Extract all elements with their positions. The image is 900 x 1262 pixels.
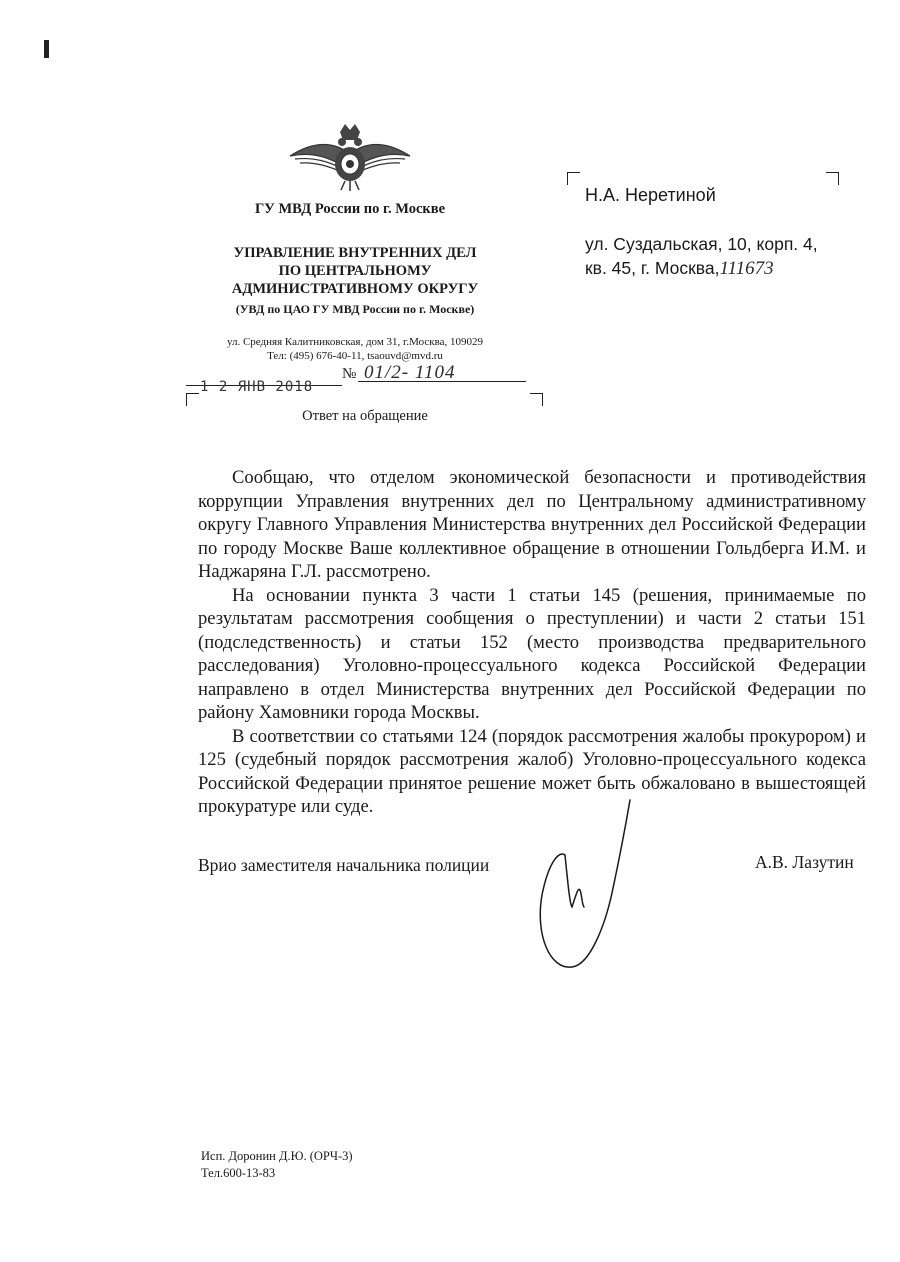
department-name (205, 244, 505, 298)
handwritten-zip: 111673 (719, 258, 774, 279)
scan-edge-mark (44, 40, 49, 58)
address-line: ул. Средняя Калитниковская, дом 31, г.Москва, 109029 (226, 336, 484, 348)
letter-body (198, 466, 866, 819)
corner-mark (826, 172, 839, 185)
sender-address (195, 335, 515, 363)
recipient-address (585, 232, 818, 281)
executor-info (201, 1148, 353, 1182)
department-line: АДМИНИСТРАТИВНОМУ ОКРУГУ (231, 281, 479, 297)
recipient-address-line: ул. Суздальская, 10, корп. 4, (585, 234, 818, 254)
contact-line: Тел: (495) 676-40-11, tsaouvd@mvd.ru (267, 350, 443, 362)
department-line: ПО ЦЕНТРАЛЬНОМУ (278, 263, 432, 279)
department-short-name: (УВД по ЦАО ГУ МВД России по г. Москве) (235, 302, 475, 316)
letter-subject: Ответ на обращение (302, 408, 428, 424)
corner-mark (186, 393, 199, 406)
signatory-name: А.В. Лазутин (755, 852, 854, 872)
handwritten-signature (520, 795, 660, 985)
executor-name: Исп. Доронин Д.Ю. (ОРЧ-3) (201, 1149, 353, 1163)
registration-number-label: № (342, 366, 357, 382)
registration-date-stamp: 1 2 ЯНВ 2018 (200, 379, 314, 395)
signatory-title: Врио заместителя начальника полиции (198, 855, 490, 875)
corner-mark (530, 393, 543, 406)
emblem-icon (285, 112, 415, 192)
body-paragraph: В соответствии со статьями 124 (порядок рассмотрения жалобы прокурором) и 125 (судебный порядок рассмотрения жалоб) Уголовно-процессуального кодекса Российской Федерации принятое решение может быть обжаловано в вышестоящей прокуратуре или суде. (198, 725, 866, 817)
body-paragraph: На основании пункта 3 части 1 статьи 145 (решения, принимаемые по результатам рассмотрения сообщения о преступлении) и части 2 статьи 151 (подследственность) и статьи 152 (место производства предварительного расследования) Уголовно-процессуального кодекса Российской Федерации направлено в отдел Министерства внутренних дел Российской Федерации по району Хамовники города Москвы. (198, 584, 866, 723)
recipient-name: Н.А. Неретиной (585, 185, 716, 205)
registration-number: 01/2- 1104 (364, 362, 456, 383)
recipient-city: кв. 45, г. Москва, (585, 258, 720, 278)
corner-mark (567, 172, 580, 185)
recipient-address-line (585, 256, 818, 281)
department-line: УПРАВЛЕНИЕ ВНУТРЕННИХ ДЕЛ (233, 245, 477, 261)
body-paragraph: Сообщаю, что отделом экономической безопасности и противодействия коррупции Управления внутренних дел по Центральному административному округу Главного Управления Министерства внутренних дел Российской Федерации по городу Москве Ваше коллективное обращение в отношении Гольдберга И.М. и Наджаряна Г.Л. рассмотрено. (198, 467, 866, 582)
org-title: ГУ МВД России по г. Москве (254, 201, 446, 217)
executor-phone: Тел.600-13-83 (201, 1166, 276, 1180)
